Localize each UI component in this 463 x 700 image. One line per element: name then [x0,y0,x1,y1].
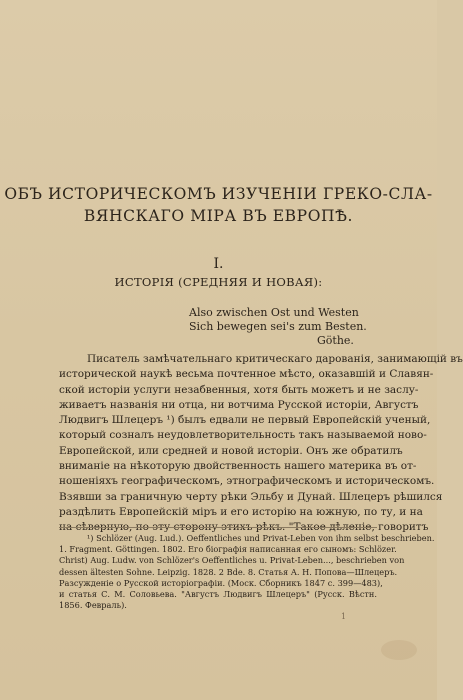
body-line: Взявши за граничную черту рѣки Эльбу и Дунай. Шлецеръ рѣшился [59,490,443,503]
footnote-line: Разсужденiе о Русской исторiографiи. (Моск. Сборникъ 1847 с. 399—483), [59,577,383,588]
body-line: ской исторiи услуги незабвенныя, хотя быть можетъ и не заслу- [59,383,419,396]
section-number: I. [213,256,224,272]
body-line: Писатель замѣчательнаго критическаго дарованiя, занимающiй въ [87,353,463,365]
epigraph-line-1: Also zwischen Ost und Westen [189,306,359,319]
body-line: Европейской, или средней и новой исторiи. Онъ же обратилъ [59,444,403,457]
body-line: Людвигъ Шлецеръ ¹) былъ едвали не первый Европейскiй ученый, [59,414,431,427]
epigraph [189,306,367,348]
epigraph-line-2: Sich bewegen sei's zum Besten. [189,320,367,333]
footnote-line: 1856. Февраль). [59,600,127,611]
footnote-line: dessen ältesten Sohne. Leipzig. 1828. 2 Bde. 8. Статья А. Н. Попова—Шлецеръ. [59,566,398,577]
footnote-divider [59,527,377,528]
footnote-line: и статья С. М. Соловьева. "Августъ Людвигъ Шлецеръ" (Русск. Вѣстн. [59,589,377,600]
body-line: исторической наукѣ весьма почтенное мѣсто, оказавшiй и Славян- [59,368,434,381]
signature-mark: 1 [341,612,347,621]
section-heading: ИСТОРIЯ (СРЕДНЯЯ И НОВАЯ): [114,275,323,289]
body-line: ношенiяхъ географическомъ, этнографическомъ и историческомъ. [59,475,435,488]
body-line: на сѣверную, по эту сторону этихъ рѣкъ. "Такое дѣленiе, говоритъ [59,521,429,534]
footnotes [59,533,435,611]
body-line: живаетъ названiя ни отца, ни вотчима Русской исторiи, Августъ [59,398,419,411]
paper-stain [381,640,417,660]
article-title [0,183,437,227]
body-paragraph [59,352,463,536]
body-line: который созналъ неудовлетворительность такъ называемой ново- [59,429,427,442]
footnote-line: ¹) Schlözer (Aug. Lud.). Oeffentliches und Privat-Leben von ihm selbst beschrieben. [87,533,435,543]
epigraph-author: Göthe. [317,334,354,347]
footnote-line: Christ) Aug. Ludw. von Schlözer's Oeffentliches u. Privat-Leben..., beschrieben von [59,555,405,566]
title-line-1: ОБЪ ИСТОРИЧЕСКОМЪ ИЗУЧЕНIИ ГРЕКО-СЛА- [4,185,433,203]
title-line-2: ВЯНСКАГО МIРА ВЪ ЕВРОПѢ. [83,207,354,225]
body-line: раздѣлить Европейскiй мiръ и его исторiю на южную, по ту, и на [59,505,423,518]
footnote-line: 1. Fragment. Göttingen. 1802. Его бiографiя написанная его сыномъ: Schlözer. [59,544,397,555]
body-line: вниманiе на нѣкоторую двойственность нашего материка въ от- [59,460,417,473]
